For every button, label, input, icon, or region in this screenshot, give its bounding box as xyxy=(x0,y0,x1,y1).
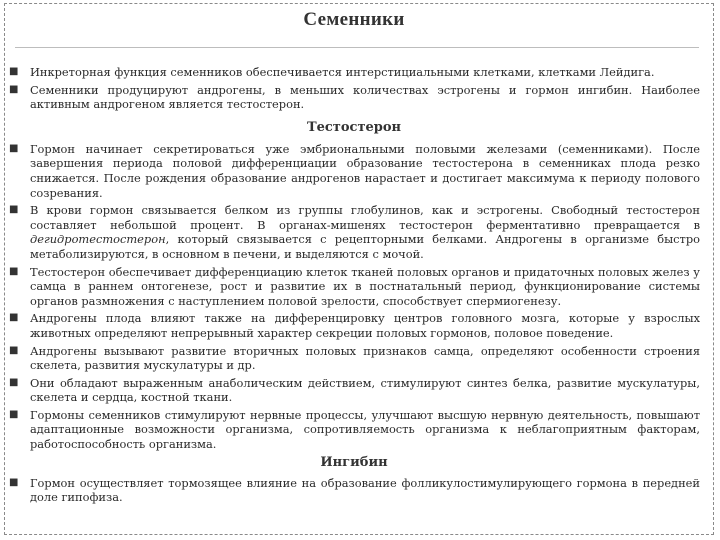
bullet-icon: ■ xyxy=(9,265,19,277)
section-heading-testosterone: Тестостерон xyxy=(306,119,402,135)
bullet-icon: ■ xyxy=(9,204,19,216)
bullet-icon: ■ xyxy=(9,142,19,154)
slide-title: Семенники xyxy=(303,9,405,30)
title-divider xyxy=(15,47,699,48)
bullet-text-part: , который связывается с рецепторными белками. Андрогены в организме быстро метаболизируются, в основном в печени, и выделяются с мочой. xyxy=(30,232,700,261)
bullet-icon: ■ xyxy=(9,376,19,388)
bullet-icon: ■ xyxy=(9,312,19,324)
slide-content xyxy=(8,65,700,508)
bullet-text: Гормоны семенников стимулируют нервные процессы, улучшают высшую нервную деятельность, повышают адаптационные возможности организма, сопротивляемость организма к неблагоприятным факторам, работоспособность организма. xyxy=(30,407,700,452)
bullet-text xyxy=(30,203,700,261)
bullet-item xyxy=(8,476,700,505)
bullet-text: Семенники продуцируют андрогены, в меньших количествах эстрогены и гормон ингибин. Наиболее активным андрогеном является тестостерон. xyxy=(30,82,700,112)
bullet-item xyxy=(8,203,700,261)
bullet-icon: ■ xyxy=(9,476,19,488)
bullet-text: Тестостерон обеспечивает дифференциацию клеток тканей половых органов и придаточных половых желез у самца в раннем онтогенезе, рост и развитие их в постнатальный период, функционирование системы органов размножения с наступлением половой зрелости, способствует спермиогенезу. xyxy=(30,264,700,308)
bullet-item xyxy=(8,83,700,112)
bullet-icon: ■ xyxy=(9,344,19,356)
bullet-text: Инкреторная функция семенников обеспечивается интерстициальными клетками, клетками Лейдига. xyxy=(30,65,655,79)
bullet-text-part: В крови гормон связывается белком из группы глобулинов, как и эстрогены. Свободный тестостерон составляет небольшой процент. В органах-мишенях тестостерон ферментативно превращается в xyxy=(30,203,700,232)
bullet-item xyxy=(8,376,700,405)
bullet-icon: ■ xyxy=(9,408,19,420)
bullet-item xyxy=(8,265,700,309)
bullet-item xyxy=(8,311,700,340)
bullet-item xyxy=(8,65,700,80)
bullet-item xyxy=(8,344,700,373)
emphasized-term: дегидротестостерон xyxy=(30,232,166,247)
bullet-text: Они обладают выраженным анаболическим действием, стимулируют синтез белка, развитие мускулатуры, скелета и сердца, костной ткани. xyxy=(30,375,700,405)
bullet-text: Андрогены вызывают развитие вторичных половых признаков самца, определяют особенности строения скелета, развития мускулатуры и др. xyxy=(30,343,700,373)
bullet-icon: ■ xyxy=(9,66,19,77)
bullet-text: Гормон начинает секретироваться уже эмбриональными половыми железами (семенниками). После завершения периода половой дифференциации образование тестостерона в семенниках плода резко снижается. После рождения образование андрогенов нарастает и достигает максимума к периоду полового созревания. xyxy=(30,141,700,200)
section-heading-inhibin: Ингибин xyxy=(320,454,388,470)
bullet-text: Андрогены плода влияют также на дифференцировку центров головного мозга, которые у взрослых животных определяют непрерывный характер секреции половых гормонов, половое поведение. xyxy=(30,311,700,340)
bullet-item xyxy=(8,408,700,452)
bullet-text: Гормон осуществляет тормозящее влияние на образование фолликулостимулирующего гормона в передней доле гипофиза. xyxy=(30,475,700,505)
bullet-icon: ■ xyxy=(9,83,19,95)
bullet-item xyxy=(8,142,700,200)
